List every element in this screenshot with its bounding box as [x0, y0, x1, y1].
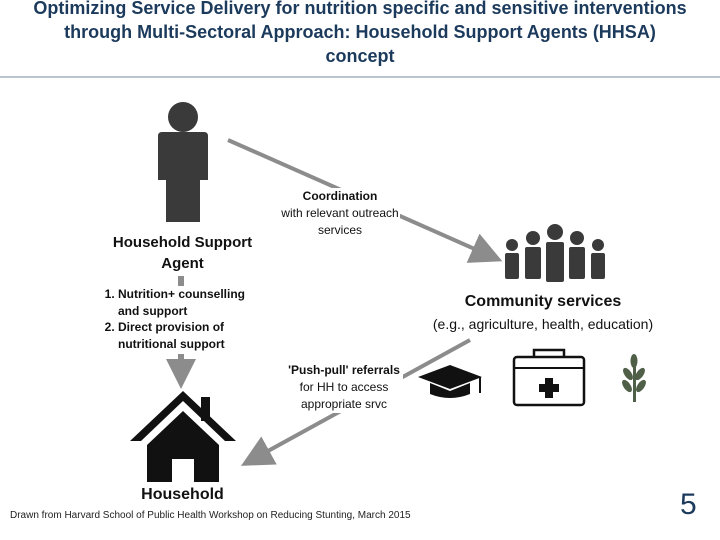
- community-services-title: Community services: [464, 293, 622, 310]
- source-citation: Drawn from Harvard School of Public Health Workshop on Reducing Stunting, March 2015: [10, 510, 411, 521]
- referrals-note: [285, 362, 403, 413]
- people-group-icon: [505, 224, 605, 282]
- coordination-text: with relevant outreach services: [281, 206, 399, 237]
- household-support-agent-label: Household Support Agent: [112, 234, 253, 272]
- first-aid-kit-icon: [514, 350, 584, 405]
- person-icon: [158, 102, 208, 222]
- house-icon: [130, 391, 236, 482]
- slide-title: Optimizing Service Delivery for nutrition specific and sensitive interventions through Multi-Sectoral Approach: Household Support Agents (HHSA) concept: [33, 0, 687, 66]
- agent-task-list: [100, 286, 265, 354]
- agent-task-1: 1. Nutrition+ counselling and support: [118, 286, 265, 319]
- community-services-box: [405, 288, 681, 336]
- coordination-title: Coordination: [302, 189, 378, 203]
- agent-task-2: 2. Direct provision of nutritional support: [118, 319, 265, 352]
- graduation-cap-icon: [418, 365, 482, 398]
- page-number: 5: [680, 488, 697, 521]
- community-services-subtitle: (e.g., agriculture, health, education): [432, 316, 654, 332]
- coordination-note: [280, 188, 400, 239]
- referrals-title: 'Push-pull' referrals: [288, 363, 400, 377]
- wheat-icon: [620, 354, 648, 402]
- referrals-text: for HH to access appropriate srvc: [299, 380, 389, 411]
- household-label: Household: [141, 486, 224, 503]
